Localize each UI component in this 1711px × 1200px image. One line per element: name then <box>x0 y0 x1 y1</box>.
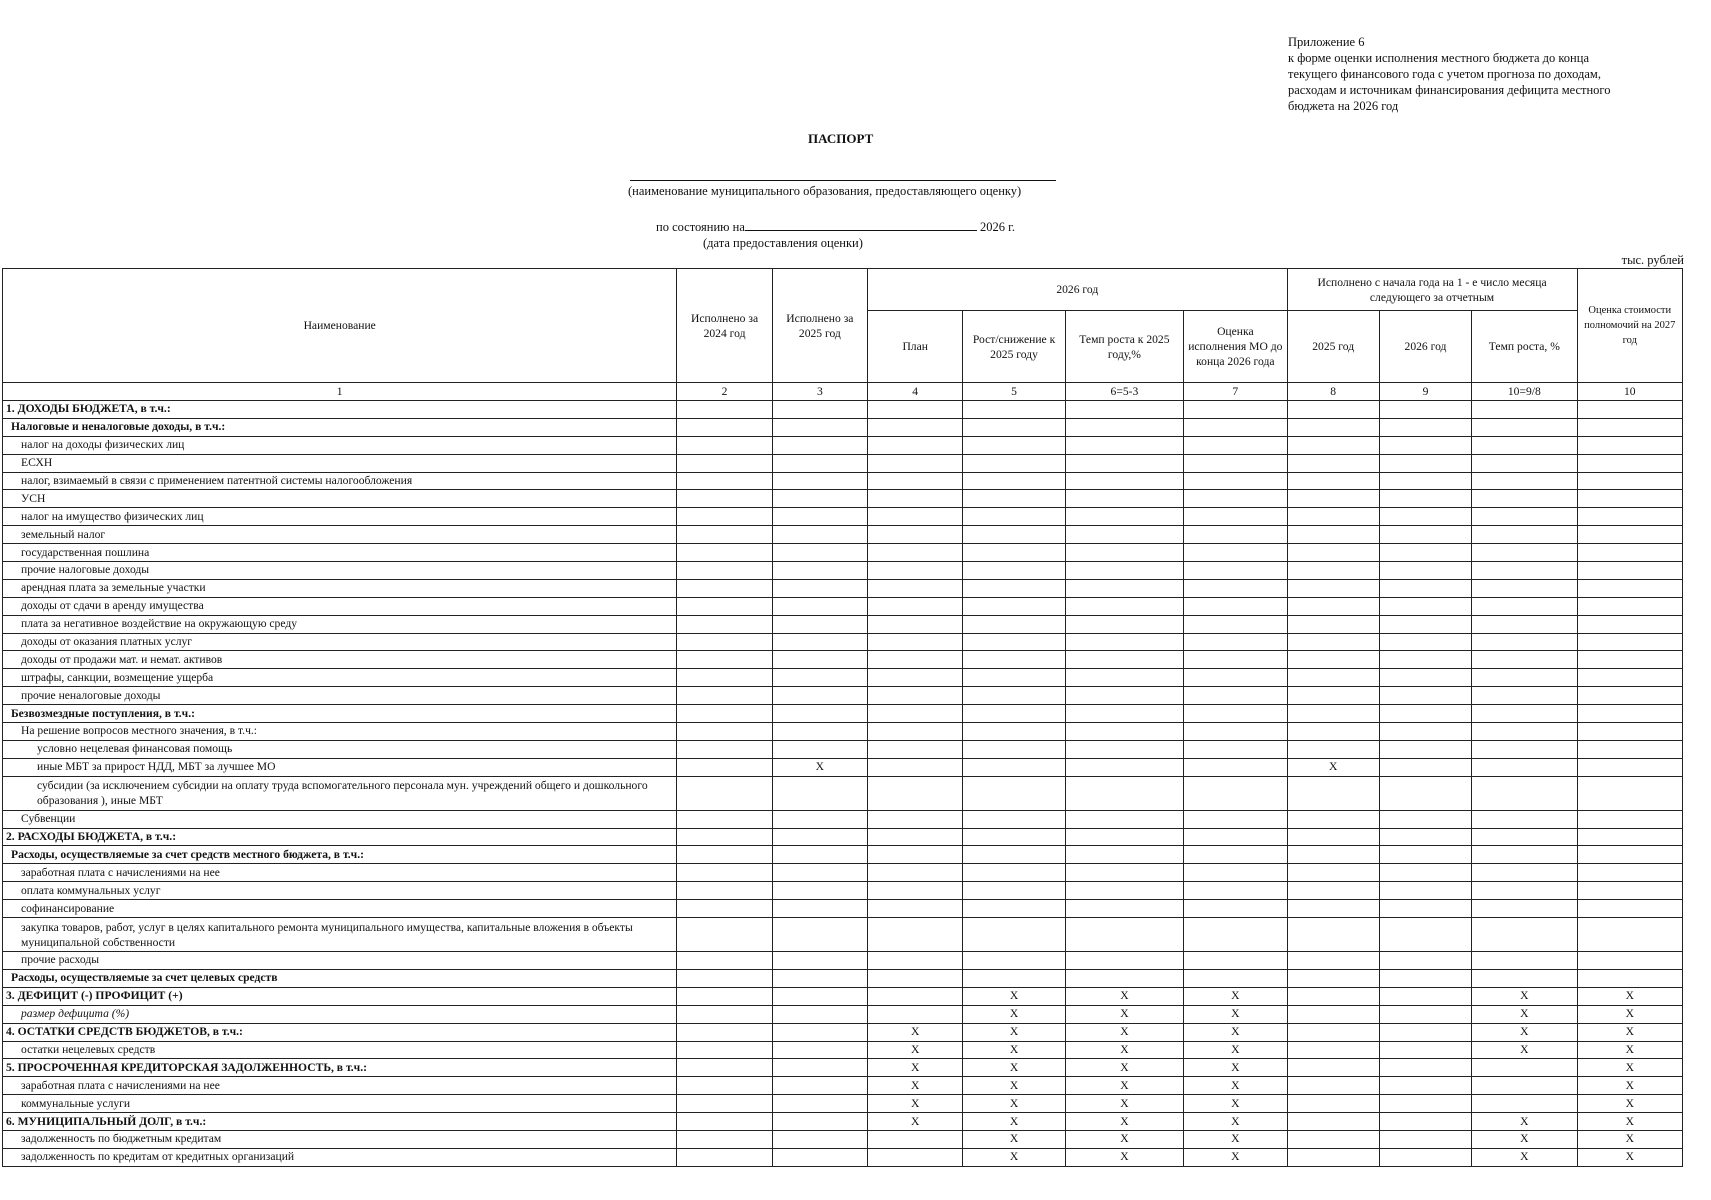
x-mark: X <box>1065 1130 1183 1148</box>
table-row <box>3 740 1683 758</box>
header-col11: Оценка стоимости полномочий на 2027 год <box>1577 269 1682 383</box>
table-row <box>3 562 1683 580</box>
x-mark: X <box>1472 1113 1577 1131</box>
x-mark: X <box>1065 1095 1183 1113</box>
x-mark: X <box>1065 1005 1183 1023</box>
x-mark: X <box>1184 1148 1287 1166</box>
col-number: 5 <box>963 383 1065 401</box>
header-col10: Темп роста, % <box>1472 311 1577 383</box>
row-label: субсидии (за исключением субсидии на оплату труда вспомогательного персонала мун. учреждений общего и дошкольного образования ), иные МБТ <box>3 776 677 810</box>
x-mark: X <box>868 1041 963 1059</box>
as-of-prefix: по состоянию на <box>656 220 745 234</box>
row-label: размер дефицита (%) <box>3 1005 677 1023</box>
units-label: тыс. рублей <box>1621 253 1684 267</box>
x-mark: X <box>1065 1041 1183 1059</box>
row-label: 1. ДОХОДЫ БЮДЖЕТА, в т.ч.: <box>3 401 677 419</box>
table-row <box>3 1077 1683 1095</box>
org-name-blank <box>630 180 1056 181</box>
table-row <box>3 918 1683 952</box>
table-row <box>3 669 1683 687</box>
x-mark: X <box>1472 1041 1577 1059</box>
table-row <box>3 952 1683 970</box>
col-number: 6=5-3 <box>1065 383 1183 401</box>
col-number: 2 <box>677 383 772 401</box>
x-mark: X <box>868 1059 963 1077</box>
header-col4: План <box>868 311 963 383</box>
header-exec-group: Исполнено с начала года на 1 - е число месяца следующего за отчетным <box>1287 269 1577 311</box>
col-number: 4 <box>868 383 963 401</box>
table-row <box>3 1113 1683 1131</box>
x-mark: X <box>963 987 1065 1005</box>
x-mark: X <box>1577 1041 1682 1059</box>
header-col2: Исполнено за 2024 год <box>677 269 772 383</box>
table-row <box>3 490 1683 508</box>
row-label: заработная плата с начислениями на нее <box>3 864 677 882</box>
table-row <box>3 969 1683 987</box>
table-row <box>3 900 1683 918</box>
x-mark: X <box>868 1023 963 1041</box>
x-mark: X <box>1065 1077 1183 1095</box>
table-row <box>3 526 1683 544</box>
row-label: условно нецелевая финансовая помощь <box>3 740 677 758</box>
col-number: 8 <box>1287 383 1379 401</box>
passport-table <box>2 268 1683 1167</box>
row-label: прочие налоговые доходы <box>3 562 677 580</box>
as-of-suffix: 2026 г. <box>980 220 1015 234</box>
row-label: штрафы, санкции, возмещение ущерба <box>3 669 677 687</box>
table-row <box>3 454 1683 472</box>
col-number: 10=9/8 <box>1472 383 1577 401</box>
x-mark: X <box>1577 987 1682 1005</box>
x-mark: X <box>1184 1023 1287 1041</box>
header-col7: Оценка исполнения МО до конца 2026 года <box>1184 311 1287 383</box>
x-mark: X <box>1065 1148 1183 1166</box>
row-label: Расходы, осуществляемые за счет средств местного бюджета, в т.ч.: <box>3 846 677 864</box>
table-row <box>3 1041 1683 1059</box>
row-label: оплата коммунальных услуг <box>3 882 677 900</box>
table-row <box>3 472 1683 490</box>
row-label: 2. РАСХОДЫ БЮДЖЕТА, в т.ч.: <box>3 828 677 846</box>
x-mark: X <box>1184 1130 1287 1148</box>
x-mark: X <box>1472 1005 1577 1023</box>
table-row <box>3 758 1683 776</box>
row-label: прочие неналоговые доходы <box>3 687 677 705</box>
x-mark: X <box>1472 1023 1577 1041</box>
table-row <box>3 687 1683 705</box>
date-blank <box>745 218 977 231</box>
row-label: 4. ОСТАТКИ СРЕДСТВ БЮДЖЕТОВ, в т.ч.: <box>3 1023 677 1041</box>
row-label: налог, взимаемый в связи с применением патентной системы налогообложения <box>3 472 677 490</box>
row-label: Безвозмездные поступления, в т.ч.: <box>3 705 677 723</box>
header-col8: 2025 год <box>1287 311 1379 383</box>
table-row <box>3 615 1683 633</box>
appendix-note <box>1288 34 1688 114</box>
col-number: 10 <box>1577 383 1682 401</box>
x-mark: X <box>963 1148 1065 1166</box>
header-col3: Исполнено за 2025 год <box>772 269 867 383</box>
table-row <box>3 418 1683 436</box>
row-label: арендная плата за земельные участки <box>3 579 677 597</box>
row-label: государственная пошлина <box>3 544 677 562</box>
table-row <box>3 882 1683 900</box>
row-label: софинансирование <box>3 900 677 918</box>
table-row <box>3 1059 1683 1077</box>
date-caption: (дата предоставления оценки) <box>703 236 863 250</box>
row-label: прочие расходы <box>3 952 677 970</box>
x-mark: X <box>1577 1095 1682 1113</box>
table-row <box>3 544 1683 562</box>
column-number-row <box>3 383 1683 401</box>
x-mark: X <box>1287 758 1379 776</box>
x-mark: X <box>1065 987 1183 1005</box>
x-mark: X <box>1065 1059 1183 1077</box>
table-row <box>3 776 1683 810</box>
row-label: доходы от продажи мат. и немат. активов <box>3 651 677 669</box>
row-label: закупка товаров, работ, услуг в целях капитального ремонта муниципального имущества, капитальные вложения в объекты муниципальной собственности <box>3 918 677 952</box>
x-mark: X <box>1577 1148 1682 1166</box>
x-mark: X <box>1184 987 1287 1005</box>
x-mark: X <box>963 1095 1065 1113</box>
x-mark: X <box>1065 1113 1183 1131</box>
x-mark: X <box>868 1077 963 1095</box>
header-year-group: 2026 год <box>868 269 1288 311</box>
row-label: земельный налог <box>3 526 677 544</box>
document-title: ПАСПОРТ <box>808 131 874 146</box>
table-row <box>3 436 1683 454</box>
appendix-line: текущего финансового года с учетом прогноза по доходам, <box>1288 67 1601 81</box>
col-number: 9 <box>1379 383 1471 401</box>
x-mark: X <box>1184 1041 1287 1059</box>
row-label: На решение вопросов местного значения, в т.ч.: <box>3 723 677 741</box>
row-label: 3. ДЕФИЦИТ (-) ПРОФИЦИТ (+) <box>3 987 677 1005</box>
row-label: 5. ПРОСРОЧЕННАЯ КРЕДИТОРСКАЯ ЗАДОЛЖЕННОСТЬ, в т.ч.: <box>3 1059 677 1077</box>
x-mark: X <box>1184 1077 1287 1095</box>
row-label: УСН <box>3 490 677 508</box>
x-mark: X <box>963 1041 1065 1059</box>
x-mark: X <box>963 1077 1065 1095</box>
table-row <box>3 846 1683 864</box>
col-number: 1 <box>3 383 677 401</box>
row-label: Расходы, осуществляемые за счет целевых средств <box>3 969 677 987</box>
table-row <box>3 987 1683 1005</box>
table-row <box>3 1095 1683 1113</box>
table-row <box>3 597 1683 615</box>
x-mark: X <box>1184 1113 1287 1131</box>
appendix-line: к форме оценки исполнения местного бюджета до конца <box>1288 51 1589 65</box>
x-mark: X <box>963 1023 1065 1041</box>
x-mark: X <box>1472 1148 1577 1166</box>
table-row <box>3 508 1683 526</box>
row-label: ЕСХН <box>3 454 677 472</box>
x-mark: X <box>1577 1059 1682 1077</box>
table-row <box>3 828 1683 846</box>
row-label: иные МБТ за прирост НДД, МБТ за лучшее МО <box>3 758 677 776</box>
row-label: заработная плата с начислениями на нее <box>3 1077 677 1095</box>
table-row <box>3 1005 1683 1023</box>
x-mark: X <box>1577 1113 1682 1131</box>
header-col9: 2026 год <box>1379 311 1471 383</box>
row-label: коммунальные услуги <box>3 1095 677 1113</box>
row-label: налог на имущество физических лиц <box>3 508 677 526</box>
org-caption: (наименование муниципального образования, предоставляющего оценку) <box>628 184 1022 198</box>
appendix-line: расходам и источникам финансирования дефицита местного <box>1288 83 1611 97</box>
x-mark: X <box>868 1113 963 1131</box>
row-label: задолженность по кредитам от кредитных организаций <box>3 1148 677 1166</box>
table-row <box>3 810 1683 828</box>
row-label: 6. МУНИЦИПАЛЬНЫЙ ДОЛГ, в т.ч.: <box>3 1113 677 1131</box>
row-label: налог на доходы физических лиц <box>3 436 677 454</box>
x-mark: X <box>1577 1130 1682 1148</box>
x-mark: X <box>1472 987 1577 1005</box>
appendix-line: бюджета на 2026 год <box>1288 99 1399 113</box>
table-row <box>3 723 1683 741</box>
row-label: задолженность по бюджетным кредитам <box>3 1130 677 1148</box>
table-row <box>3 705 1683 723</box>
x-mark: X <box>1065 1023 1183 1041</box>
col-number: 3 <box>772 383 867 401</box>
header-col5: Рост/снижение к 2025 году <box>963 311 1065 383</box>
x-mark: X <box>1472 1130 1577 1148</box>
x-mark: X <box>1577 1005 1682 1023</box>
table-row <box>3 864 1683 882</box>
x-mark: X <box>1577 1077 1682 1095</box>
table-row <box>3 1148 1683 1166</box>
row-label: плата за негативное воздействие на окружающую среду <box>3 615 677 633</box>
header-name: Наименование <box>3 269 677 383</box>
table-row <box>3 401 1683 419</box>
row-label: остатки нецелевых средств <box>3 1041 677 1059</box>
row-label: доходы от сдачи в аренду имущества <box>3 597 677 615</box>
x-mark: X <box>772 758 867 776</box>
x-mark: X <box>1577 1023 1682 1041</box>
x-mark: X <box>868 1095 963 1113</box>
table-row <box>3 651 1683 669</box>
table-row <box>3 633 1683 651</box>
x-mark: X <box>963 1005 1065 1023</box>
x-mark: X <box>963 1130 1065 1148</box>
x-mark: X <box>1184 1059 1287 1077</box>
appendix-line: Приложение 6 <box>1288 35 1365 49</box>
header-col6: Темп роста к 2025 году,% <box>1065 311 1183 383</box>
col-number: 7 <box>1184 383 1287 401</box>
x-mark: X <box>963 1113 1065 1131</box>
x-mark: X <box>963 1059 1065 1077</box>
row-label: Субвенции <box>3 810 677 828</box>
table-row <box>3 1023 1683 1041</box>
row-label: доходы от оказания платных услуг <box>3 633 677 651</box>
x-mark: X <box>1184 1005 1287 1023</box>
x-mark: X <box>1184 1095 1287 1113</box>
row-label: Налоговые и неналоговые доходы, в т.ч.: <box>3 418 677 436</box>
as-of-line <box>656 218 1015 235</box>
table-row <box>3 579 1683 597</box>
table-row <box>3 1130 1683 1148</box>
